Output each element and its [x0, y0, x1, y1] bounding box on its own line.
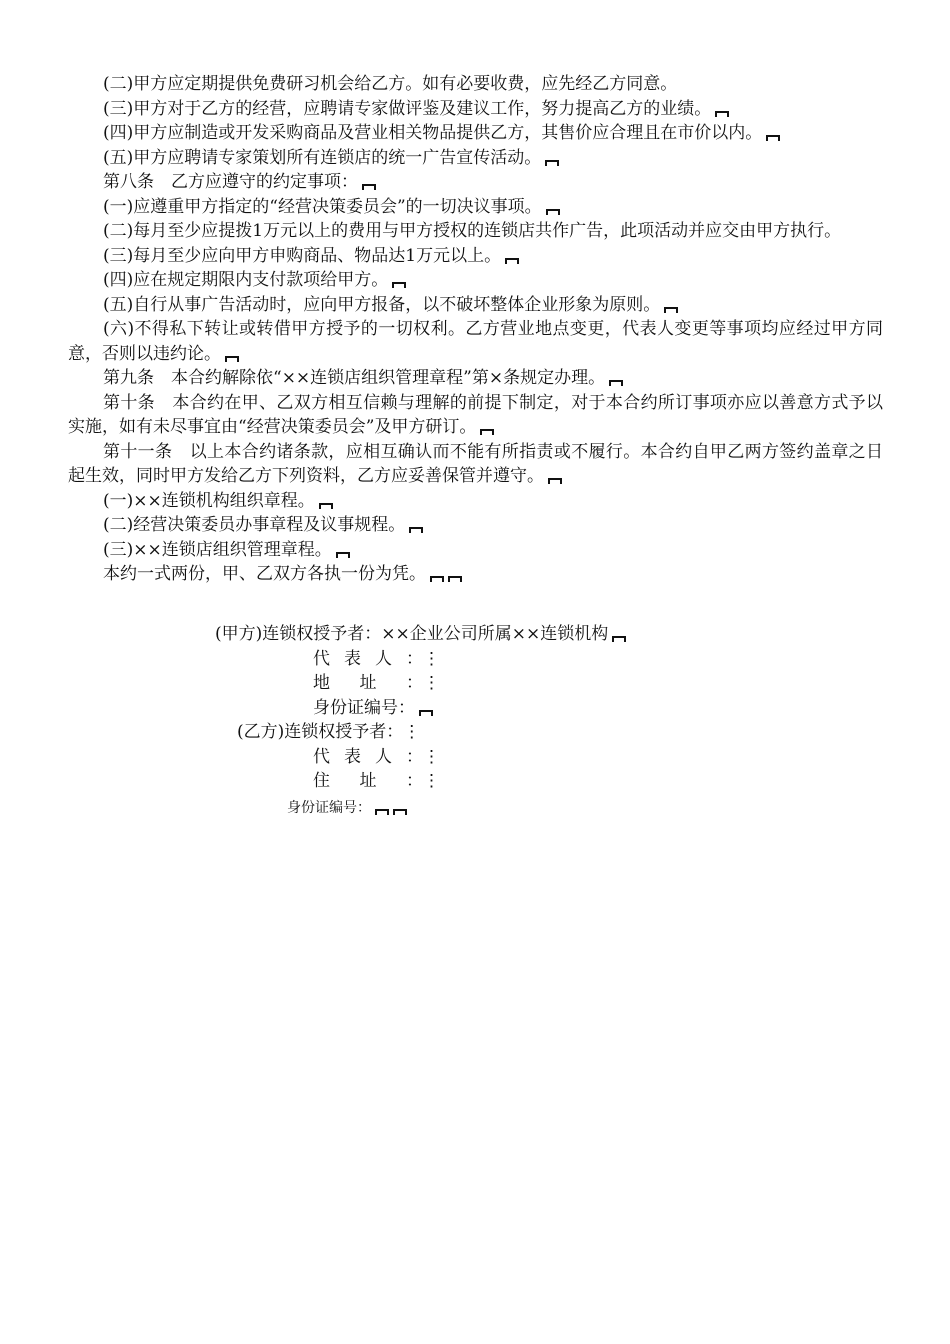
paragraph-mark-icon: [393, 809, 407, 815]
article-paragraph: 第十一条 以上本合约诸条款，应相互确认而不能有所指责或不履行。本合约自甲乙两方签约盖章之日起生效，同时甲方发给乙方下列资料，乙方应妥善保管并遵守。: [68, 441, 883, 486]
party-a-address: 地址：⋮: [313, 673, 440, 693]
paragraph-mark-icon: [505, 258, 519, 264]
clause-paragraph: (二)经营决策委员办事章程及议事规程。: [68, 513, 883, 538]
clause-paragraph: (一)应遵重甲方指定的“经营决策委员会”的一切决议事项。: [68, 195, 883, 220]
paragraph-mark-icon: [409, 527, 423, 533]
party-a-id-number: 身份证编号：: [313, 696, 433, 721]
paragraph-mark-icon: [609, 380, 623, 386]
paragraph-mark-icon: [392, 282, 406, 288]
paragraph-mark-icon: [715, 111, 729, 117]
paragraph-mark-icon: [612, 636, 626, 642]
contract-body: [68, 72, 883, 587]
clause-paragraph: (三)每月至少应向甲方申购商品、物品达1万元以上。: [68, 244, 883, 269]
clause-paragraph: (三)××连锁店组织管理章程。: [68, 538, 883, 563]
party-b-id-number: 身份证编号：: [287, 796, 407, 821]
party-a-line: (甲方)连锁权授予者：××企业公司所属××连锁机构: [215, 622, 626, 647]
party-b-representative: 代表人：⋮: [313, 746, 440, 767]
clause-paragraph: (二)甲方应定期提供免费研习机会给乙方。如有必要收费，应先经乙方同意。: [103, 74, 678, 94]
clause-paragraph: (五)甲方应聘请专家策划所有连锁店的统一广告宣传活动。: [68, 146, 883, 171]
paragraph-mark-icon: [480, 429, 494, 435]
closing-paragraph: 本约一式两份，甲、乙双方各执一份为凭。: [68, 562, 883, 587]
clause-paragraph: (六)不得私下转让或转借甲方授予的一切权利。乙方营业地点变更，代表人变更等事项均应经过甲方同意，否则以违约论。: [68, 319, 883, 364]
clause-paragraph: (三)甲方对于乙方的经营，应聘请专家做评鉴及建议工作，努力提高乙方的业绩。: [68, 97, 883, 122]
paragraph-mark-icon: [430, 576, 444, 582]
article-heading: 第八条 乙方应遵守的约定事项：: [68, 170, 883, 195]
paragraph-mark-icon: [546, 209, 560, 215]
party-b-line: (乙方)连锁权授予者：⋮: [237, 722, 421, 742]
clause-paragraph: (二)每月至少应提拨1万元以上的费用与甲方授权的连锁店共作广告，此项活动并应交由甲方执行。: [103, 221, 842, 241]
paragraph-mark-icon: [319, 503, 333, 509]
party-b-address: 住址：⋮: [313, 771, 440, 791]
paragraph-mark-icon: [766, 135, 780, 141]
clause-paragraph: (四)甲方应制造或开发采购商品及营业相关物品提供乙方，其售价应合理且在市价以内。: [68, 121, 883, 146]
party-a-representative: 代表人：⋮: [313, 648, 440, 669]
paragraph-mark-icon: [336, 552, 350, 558]
article-paragraph: 第九条 本合约解除依“××连锁店组织管理章程”第×条规定办理。: [68, 366, 883, 391]
clause-paragraph: (一)××连锁机构组织章程。: [68, 489, 883, 514]
paragraph-mark-icon: [375, 809, 389, 815]
article-paragraph: 第十条 本合约在甲、乙双方相互信赖与理解的前提下制定，对于本合约所订事项亦应以善意方式予以实施，如有未尽事宜由“经营决策委员会”及甲方研订。: [68, 392, 883, 437]
paragraph-mark-icon: [419, 710, 433, 716]
paragraph-mark-icon: [664, 307, 678, 313]
paragraph-mark-icon: [548, 478, 562, 484]
clause-paragraph: (五)自行从事广告活动时，应向甲方报备，以不破坏整体企业形象为原则。: [68, 293, 883, 318]
paragraph-mark-icon: [225, 356, 239, 362]
paragraph-mark-icon: [362, 184, 376, 190]
paragraph-mark-icon: [448, 576, 462, 582]
clause-paragraph: (四)应在规定期限内支付款项给甲方。: [68, 268, 883, 293]
paragraph-mark-icon: [545, 160, 559, 166]
